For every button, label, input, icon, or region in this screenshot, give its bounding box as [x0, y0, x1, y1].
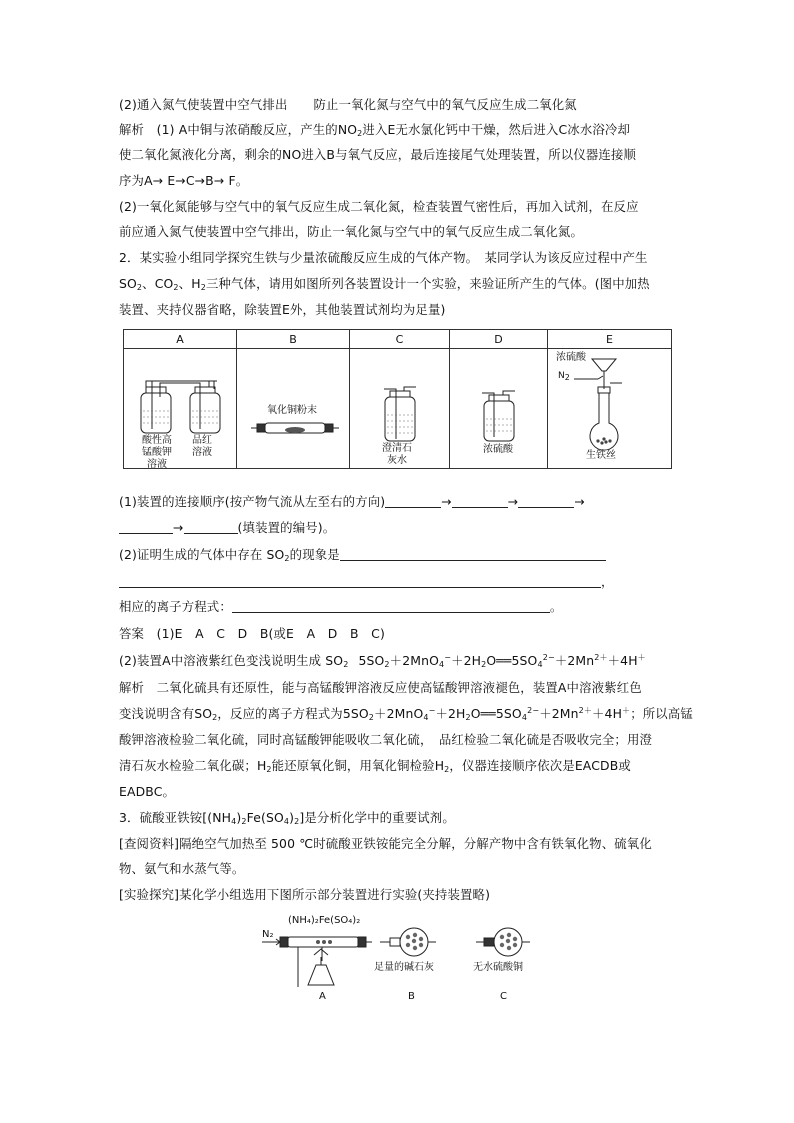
- question-2-line: 2．某实验小组同学探究生铁与少量浓硫酸反应生成的气体产物。 某同学认为该反应过程中产生: [119, 250, 648, 265]
- decomposition-apparatus-figure: [258, 915, 558, 1007]
- question-2-line: $SO_2$、$CO_2$、$H_2$三种气体，请用如图所列各装置设计一个实验，来验证所产生的气体。(图中加热: [119, 276, 650, 292]
- answer-line: (2)装置A中溶液紫红色变浅说明生成 $SO_2$ $5SO_2+2MnO_4^-+2H_2O══5SO_4^{2-}+2Mn^{2+}+4H^+$: [119, 653, 646, 669]
- header-b: B: [237, 330, 350, 349]
- apparatus-a-right-label: 品红 溶液: [192, 435, 212, 458]
- figure-c-label: 无水硫酸铜: [473, 962, 523, 973]
- answer-line: (2)通入氮气使装置中空气排出 防止一氧化氮与空气中的氧气反应生成二氧化氮: [119, 97, 577, 112]
- apparatus-d: [450, 349, 547, 468]
- blank-line: ，: [119, 573, 679, 591]
- figure-b-label: 足量的碱石灰: [374, 962, 434, 973]
- figure-a-letter: A: [319, 991, 326, 1002]
- analysis-line: 酸钾溶液检验二氧化硫，同时高锰酸钾能吸收二氧化硫， 品红检验二氧化硫是否吸收完全；用澄: [119, 732, 653, 747]
- combustion-tube-icon: [237, 349, 350, 468]
- blank-line: 相应的离子方程式： 。: [119, 599, 563, 614]
- apparatus-e-n2-label: $N_2$: [558, 371, 570, 382]
- apparatus-d-label: 浓硫酸: [483, 444, 513, 455]
- figure-c-letter: C: [500, 991, 507, 1002]
- apparatus-a: [124, 349, 236, 468]
- two-wash-bottles-icon: [124, 349, 237, 468]
- blank-line: → (填装置的编号)。: [119, 519, 679, 537]
- header-d: D: [450, 330, 548, 349]
- header-c: C: [350, 330, 450, 349]
- analysis-line: 解析 二氧化硫具有还原性，能与高锰酸钾溶液反应使高锰酸钾溶液褪色，装置A中溶液紫红色: [119, 680, 642, 695]
- figure-a-top-label: (NH₄)₂Fe(SO₄)₂: [288, 915, 361, 926]
- analysis-line: (2)一氧化氮能够与空气中的氧气反应生成二氧化氮，检查装置气密性后，再加入试剂，在反应: [119, 199, 639, 214]
- question-3-line: 物、氨气和水蒸气等。: [119, 861, 245, 876]
- analysis-line: EADBC。: [119, 784, 176, 799]
- apparatus-e-top-label: 浓硫酸: [556, 352, 586, 363]
- analysis-line: 变浅说明含有$SO_2$，反应的离子方程式为$5SO_2+2MnO_4^-+2H_2O══5SO_4^{2-}+2Mn^{2+}+4H^+$；所以高锰: [119, 706, 693, 722]
- apparatus-b: [237, 349, 349, 468]
- blank-line: (1)装置的连接顺序(按产物气流从左至右的方向) → → →: [119, 494, 585, 509]
- apparatus-e: [548, 349, 671, 468]
- apparatus-c: [350, 349, 449, 468]
- apparatus-b-label: 氧化铜粉末: [267, 405, 317, 416]
- question-3-line: 3．硫酸亚铁铵$[(NH_4)_2Fe(SO_4)_2]$是分析化学中的重要试剂。: [119, 810, 455, 826]
- apparatus-e-bottom-label: 生铁丝: [586, 450, 616, 461]
- question-2-line: 装置、夹持仪器省略，除装置E外，其他装置试剂均为足量): [119, 302, 446, 317]
- figure-n2-label: N₂: [262, 929, 274, 940]
- answer-line: 答案 (1)E A C D B(或E A D B C): [119, 626, 385, 641]
- analysis-line: 序为A→ E→C→B→ F。: [119, 173, 249, 188]
- header-e: E: [548, 330, 672, 349]
- apparatus-c-label: 澄清石 灰水: [382, 443, 412, 466]
- question-3-line: [实验探究]某化学小组选用下图所示部分装置进行实验(夹持装置略): [119, 887, 491, 902]
- analysis-line: 清石灰水检验二氧化碳；$H_2$能还原氧化铜，用氧化铜检验$H_2$，仪器连接顺序依次是EACDB或: [119, 758, 631, 774]
- apparatus-a-left-label: 酸性高 锰酸钾 溶液: [142, 435, 172, 470]
- analysis-line: 前应通入氮气使装置中空气排出，防止一氧化氮与空气中的氧气反应生成二氧化氮。: [119, 224, 584, 239]
- figure-b-letter: B: [408, 991, 415, 1002]
- analysis-line: 使二氧化氮液化分离，剩余的NO进入B与氧气反应，最后连接尾气处理装置，所以仪器连接顺: [119, 147, 637, 162]
- blank-line: (2)证明生成的气体中存在 $SO_2$的现象是: [119, 546, 679, 564]
- header-a: A: [124, 330, 237, 349]
- apparatus-table: [123, 329, 672, 469]
- question-3-line: [查阅资料]隔绝空气加热至 500 ℃时硫酸亚铁铵能完全分解，分解产物中含有铁氧化物、硫氧化: [119, 836, 652, 851]
- analysis-line: 解析 (1) A中铜与浓硝酸反应，产生的$NO_2$进入E无水氯化钙中干燥，然后进入C冰水浴冷却: [119, 122, 630, 138]
